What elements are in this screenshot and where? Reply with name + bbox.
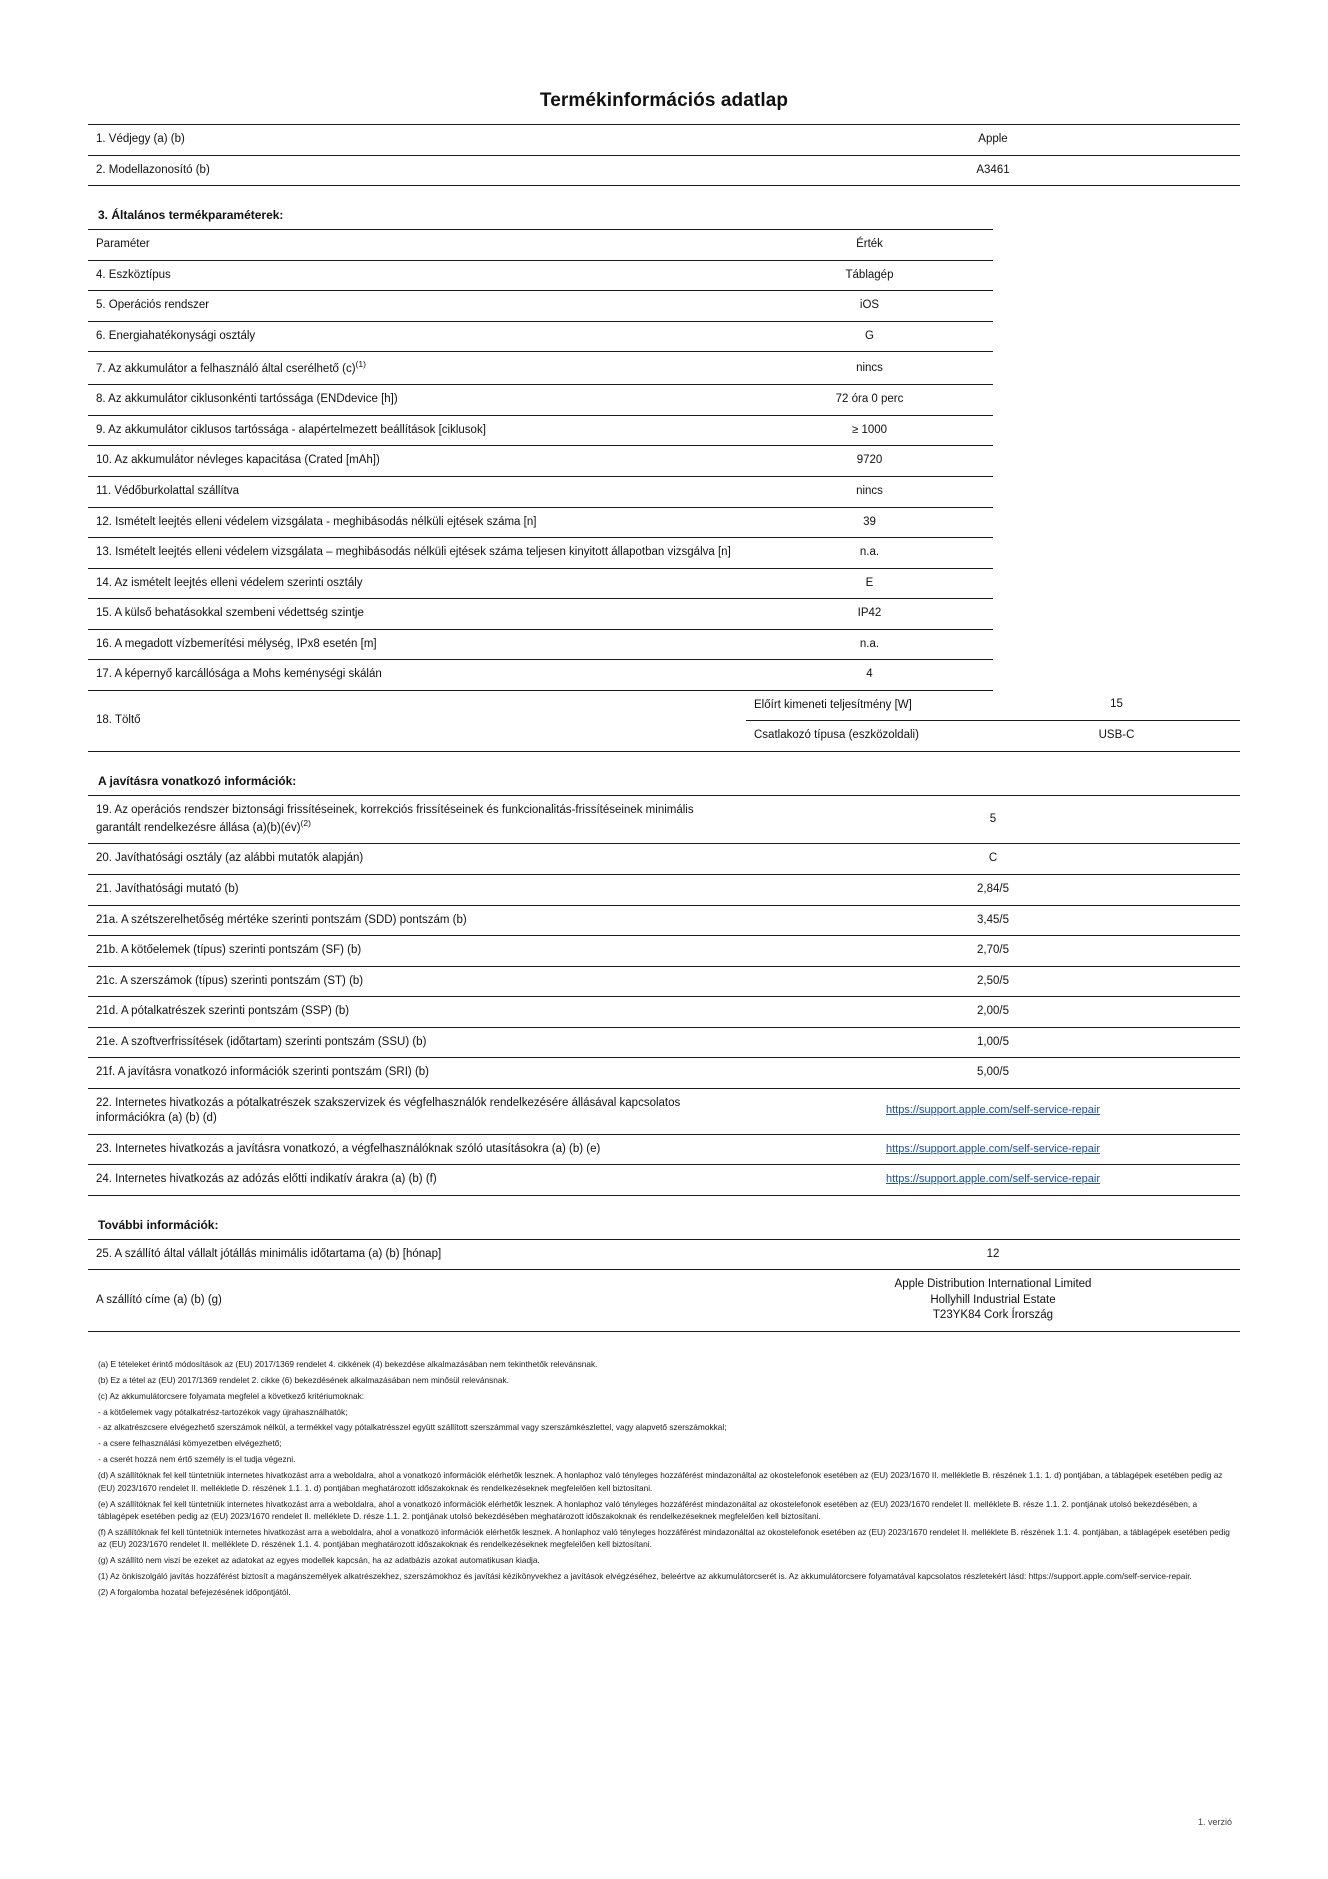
model-value: A3461 <box>746 155 1240 186</box>
page-title: Termékinformációs adatlap <box>539 90 789 111</box>
footnote-marker: (2) <box>300 818 311 829</box>
table-row <box>88 660 1240 691</box>
row-value: Táblagép <box>746 260 993 291</box>
table-row <box>88 321 1240 352</box>
row-value-link <box>746 1088 1240 1134</box>
table-row <box>88 1239 1240 1270</box>
table-row <box>88 795 1240 844</box>
row-value: nincs <box>746 476 993 507</box>
footnote-marker: (1) <box>355 359 366 370</box>
model-label: 2. Modellazonosító (b) <box>88 155 746 186</box>
row-value: 2,70/5 <box>746 936 1240 967</box>
table-row <box>88 385 1240 416</box>
row-label: 14. Az ismételt leejtés elleni védelem szerinti osztály <box>88 568 746 599</box>
charger-sub-value: USB-C <box>993 721 1240 752</box>
footnote: (c) Az akkumulátorcsere folyamata megfelel a következő kritériumoknak: <box>98 1390 365 1401</box>
table-row <box>88 260 1240 291</box>
row-label-text: 7. Az akkumulátor a felhasználó által cserélhető (c) <box>96 362 356 375</box>
row-value: 72 óra 0 perc <box>746 385 993 416</box>
row-label: 12. Ismételt leejtés elleni védelem vizsgálata - meghibásodás nélküli ejtések száma [n] <box>88 507 746 538</box>
row-value: 2,50/5 <box>746 966 1240 997</box>
section-heading-general: 3. Általános termékparaméterek: <box>98 208 284 223</box>
supplier-address-value <box>746 1270 1240 1332</box>
row-value: 5 <box>746 795 1240 844</box>
indicative-prices-link[interactable]: https://support.apple.com/self-service-repair <box>886 1173 1100 1186</box>
spare-parts-link[interactable]: https://support.apple.com/self-service-repair <box>886 1104 1100 1117</box>
footnote: (d) A szállítóknak fel kell tüntetniük internetes hivatkozást arra a weboldalra, ahol a vonatkozó információk elérhetők lesznek. A honlaphoz való tényleges hozzáférést mindazonáltal az okostelefonok esetében az (EU) 2023/1670 II. mellékletle B. részének 1.1. 1. d) pontjában, a táblagépek esetében pedig az (EU) 2023/1670 rendelet II. mellékletle D. részének 1.1. 1. d) pontjában meghatározott időszakoknak és rendelkezéseknek megfelelően kell biztosítani. <box>98 1470 1223 1493</box>
row-label: 21c. A szerszámok (típus) szerinti pontszám (ST) (b) <box>88 966 746 997</box>
trademark-value: Apple <box>746 125 1240 156</box>
table-row <box>88 844 1240 875</box>
table-row <box>88 352 1240 385</box>
identification-table <box>88 124 1240 186</box>
footnote: (2) A forgalomba hozatal befejezésének időpontjától. <box>98 1587 291 1598</box>
row-value: 39 <box>746 507 993 538</box>
table-row <box>88 875 1240 906</box>
row-value: n.a. <box>746 629 993 660</box>
row-label: 21f. A javításra vonatkozó információk szerinti pontszám (SRI) (b) <box>88 1058 746 1089</box>
table-header-row <box>88 230 1240 261</box>
table-row <box>88 1270 1240 1332</box>
row-label: 15. A külső behatásokkal szembeni védettség szintje <box>88 599 746 630</box>
charger-sub-label: Csatlakozó típusa (eszközoldali) <box>746 721 993 752</box>
footnote: (a) E tételeket érintő módosítások az (EU) 2017/1369 rendelet 4. cikkének (4) bekezdése alkalmazásában nem tekinthetők relevánsnak. <box>98 1358 598 1369</box>
row-value: IP42 <box>746 599 993 630</box>
table-row <box>88 446 1240 477</box>
table-row <box>88 1134 1240 1165</box>
footnote: (f) A szállítóknak fel kell tüntetniük internetes hivatkozást arra a weboldalra, ahol a vonatkozó információk elérhetők lesznek. A honlaphoz való tényleges hozzáférést mindazonáltal az okostelefonok esetében az (EU) 2023/1670 rendelet II. melléklete B. részének 1.1. 4. pontjában, a táblagépek esetében pedig az (EU) 2023/1670 rendelet II. melléklete D. részének 1.1. 4. pontjában meghatározott időszakoknak és rendelkezéseknek megfelelően kell biztosítani. <box>98 1527 1230 1550</box>
footnote: - a cserét hozzá nem értő személy is el tudja végezni. <box>98 1454 296 1465</box>
table-row <box>88 507 1240 538</box>
row-value: 3,45/5 <box>746 905 1240 936</box>
row-label: 6. Energiahatékonysági osztály <box>88 321 746 352</box>
row-label: 21d. A pótalkatrészek szerinti pontszám (SSP) (b) <box>88 997 746 1028</box>
footnote: - az alkatrészcsere elvégezhető szerszámok nélkül, a termékkel vagy pótalkatrésszel együtt szállított szerszámmal vagy szerszámkészlettel, vagy alapvető szerszámokkal; <box>98 1422 727 1433</box>
row-label: 20. Javíthatósági osztály (az alábbi mutatók alapján) <box>88 844 746 875</box>
table-row <box>88 599 1240 630</box>
row-label: 17. A képernyő karcállósága a Mohs keménységi skálán <box>88 660 746 691</box>
trademark-label: 1. Védjegy (a) (b) <box>88 125 746 156</box>
footnote: (b) Ez a tétel az (EU) 2017/1369 rendelet 2. cikke (6) bekezdésének alkalmazásában nem minősül relevánsnak. <box>98 1374 509 1385</box>
row-label: 9. Az akkumulátor ciklusos tartóssága - alapértelmezett beállítások [ciklusok] <box>88 415 746 446</box>
version-label: 1. verzió <box>1197 1817 1232 1827</box>
row-label: 10. Az akkumulátor névleges kapacitása (Crated [mAh]) <box>88 446 746 477</box>
row-label: 11. Védőburkolattal szállítva <box>88 476 746 507</box>
table-row <box>88 997 1240 1028</box>
row-label-os-updates <box>88 795 746 844</box>
additional-information-table <box>88 1239 1240 1332</box>
supplier-address-label: A szállító címe (a) (b) (g) <box>88 1270 746 1332</box>
row-value: G <box>746 321 993 352</box>
repair-information-table <box>88 795 1240 1196</box>
row-label-text: 19. Az operációs rendszer biztonsági frissítéseinek, korrekciós frissítéseinek és funkcionalitás-frissítéseinek minimális garantált rendelkezésre állása (a)(b)(év) <box>96 803 694 834</box>
table-row <box>88 629 1240 660</box>
row-value: C <box>746 844 1240 875</box>
table-row <box>88 966 1240 997</box>
charger-label: 18. Töltő <box>88 690 746 751</box>
row-label: 5. Operációs rendszer <box>88 291 746 322</box>
row-label: 21. Javíthatósági mutató (b) <box>88 875 746 906</box>
table-row <box>88 476 1240 507</box>
row-label: 21e. A szoftverfrissítések (időtartam) szerinti pontszám (SSU) (b) <box>88 1027 746 1058</box>
column-header-value: Érték <box>746 230 993 261</box>
row-value: ≥ 1000 <box>746 415 993 446</box>
table-row <box>88 538 1240 569</box>
table-row <box>88 291 1240 322</box>
row-label: 8. Az akkumulátor ciklusonkénti tartóssága (ENDdevice [h]) <box>88 385 746 416</box>
supplier-address-line2: Hollyhill Industrial Estate <box>930 1293 1056 1306</box>
warranty-value: 12 <box>746 1239 1240 1270</box>
row-value: iOS <box>746 291 993 322</box>
row-label: 16. A megadott vízbemerítési mélység, IPx8 esetén [m] <box>88 629 746 660</box>
row-value: nincs <box>746 352 993 385</box>
supplier-address-line1: Apple Distribution International Limited <box>894 1278 1092 1291</box>
row-label: 24. Internetes hivatkozás az adózás előtti indikatív árakra (a) (b) (f) <box>88 1165 746 1196</box>
row-value: 5,00/5 <box>746 1058 1240 1089</box>
row-label: 13. Ismételt leejtés elleni védelem vizsgálata – meghibásodás nélküli ejtések száma teljesen kinyitott állapotban vizsgálva [n] <box>88 538 746 569</box>
section-heading-more: További információk: <box>98 1217 219 1232</box>
supplier-address-line3: T23YK84 Cork Írország <box>932 1309 1054 1322</box>
row-value: 1,00/5 <box>746 1027 1240 1058</box>
row-value: 4 <box>746 660 993 691</box>
table-row <box>88 1165 1240 1196</box>
table-row <box>88 1088 1240 1134</box>
warranty-label: 25. A szállító által vállalt jótállás minimális időtartama (a) (b) [hónap] <box>88 1239 746 1270</box>
table-row <box>88 905 1240 936</box>
table-row <box>88 936 1240 967</box>
row-value: 9720 <box>746 446 993 477</box>
table-row <box>88 568 1240 599</box>
footnote: (e) A szállítóknak fel kell tüntetniük internetes hivatkozást arra a weboldalra, ahol a vonatkozó információk elérhetők lesznek. A honlaphoz való tényleges hozzáférést mindazonáltal az okostelefonok esetében az (EU) 2023/1670 rendelet II. melléklete B. része 1.1. 2. pontjának utolsó bekezdésében, a táblagépek esetében pedig az (EU) 2023/1670 rendelet II. melléklete D. része 1.1. 2. pontjának utolsó bekezdésében meghatározott időszakoknak és rendelkezéseknek megfelelően kell biztosítani. <box>98 1498 1198 1522</box>
table-row <box>88 1058 1240 1089</box>
footnote: - a csere felhasználási kömyezetben elvégezhető; <box>98 1438 282 1449</box>
row-label-battery-replaceable <box>88 352 746 385</box>
table-row <box>88 155 1240 186</box>
row-value: n.a. <box>746 538 993 569</box>
charger-sub-label: Előírt kimeneti teljesítmény [W] <box>746 690 993 721</box>
row-value: 2,00/5 <box>746 997 1240 1028</box>
row-label: 4. Eszköztípus <box>88 260 746 291</box>
charger-sub-value: 15 <box>993 690 1240 721</box>
row-value: 2,84/5 <box>746 875 1240 906</box>
table-row <box>88 1027 1240 1058</box>
general-parameters-table <box>88 229 1240 752</box>
row-label: 22. Internetes hivatkozás a pótalkatrészek szakszervizek és végfelhasználók rendelkezésére állásával kapcsolatos információkra (a) (b) (d) <box>88 1088 746 1134</box>
repair-instructions-link[interactable]: https://support.apple.com/self-service-repair <box>886 1142 1100 1155</box>
row-value-link <box>746 1134 1240 1165</box>
footnotes-block <box>88 1358 1240 1599</box>
footnote: - a kötőelemek vagy pótalkatrész-tartozékok vagy újrahasználhatók; <box>98 1406 348 1417</box>
row-value: E <box>746 568 993 599</box>
footnote: (g) A szállító nem viszi be ezeket az adatokat az egyes modellek kapcsán, ha az adatbázis azokat automatikusan kiadja. <box>98 1555 540 1566</box>
row-label: 21a. A szétszerelhetőség mértéke szerinti pontszám (SDD) pontszám (b) <box>88 905 746 936</box>
footnote: (1) Az önkiszolgáló javítás hozzáférést biztosít a magánszemélyek alkatrészekhez, szerszámokhoz és javítási kézikönyvekhez a javítások elvégzéséhez, beleértve az akkumulátorcserét is. Az akkumulátorcsere folyamatával kapcsolatos részletekért lásd: https://support.apple.com/self-service-repair. <box>98 1571 1192 1582</box>
row-label: 21b. A kötőelemek (típus) szerinti pontszám (SF) (b) <box>88 936 746 967</box>
section-heading-repair: A javításra vonatkozó információk: <box>98 773 297 788</box>
table-row <box>88 125 1240 156</box>
table-row-charger <box>88 690 1240 721</box>
row-label: 23. Internetes hivatkozás a javításra vonatkozó, a végfelhasználóknak szóló utasításokra (a) (b) (e) <box>88 1134 746 1165</box>
row-value-link <box>746 1165 1240 1196</box>
table-row <box>88 415 1240 446</box>
column-header-parameter: Paraméter <box>88 230 746 261</box>
